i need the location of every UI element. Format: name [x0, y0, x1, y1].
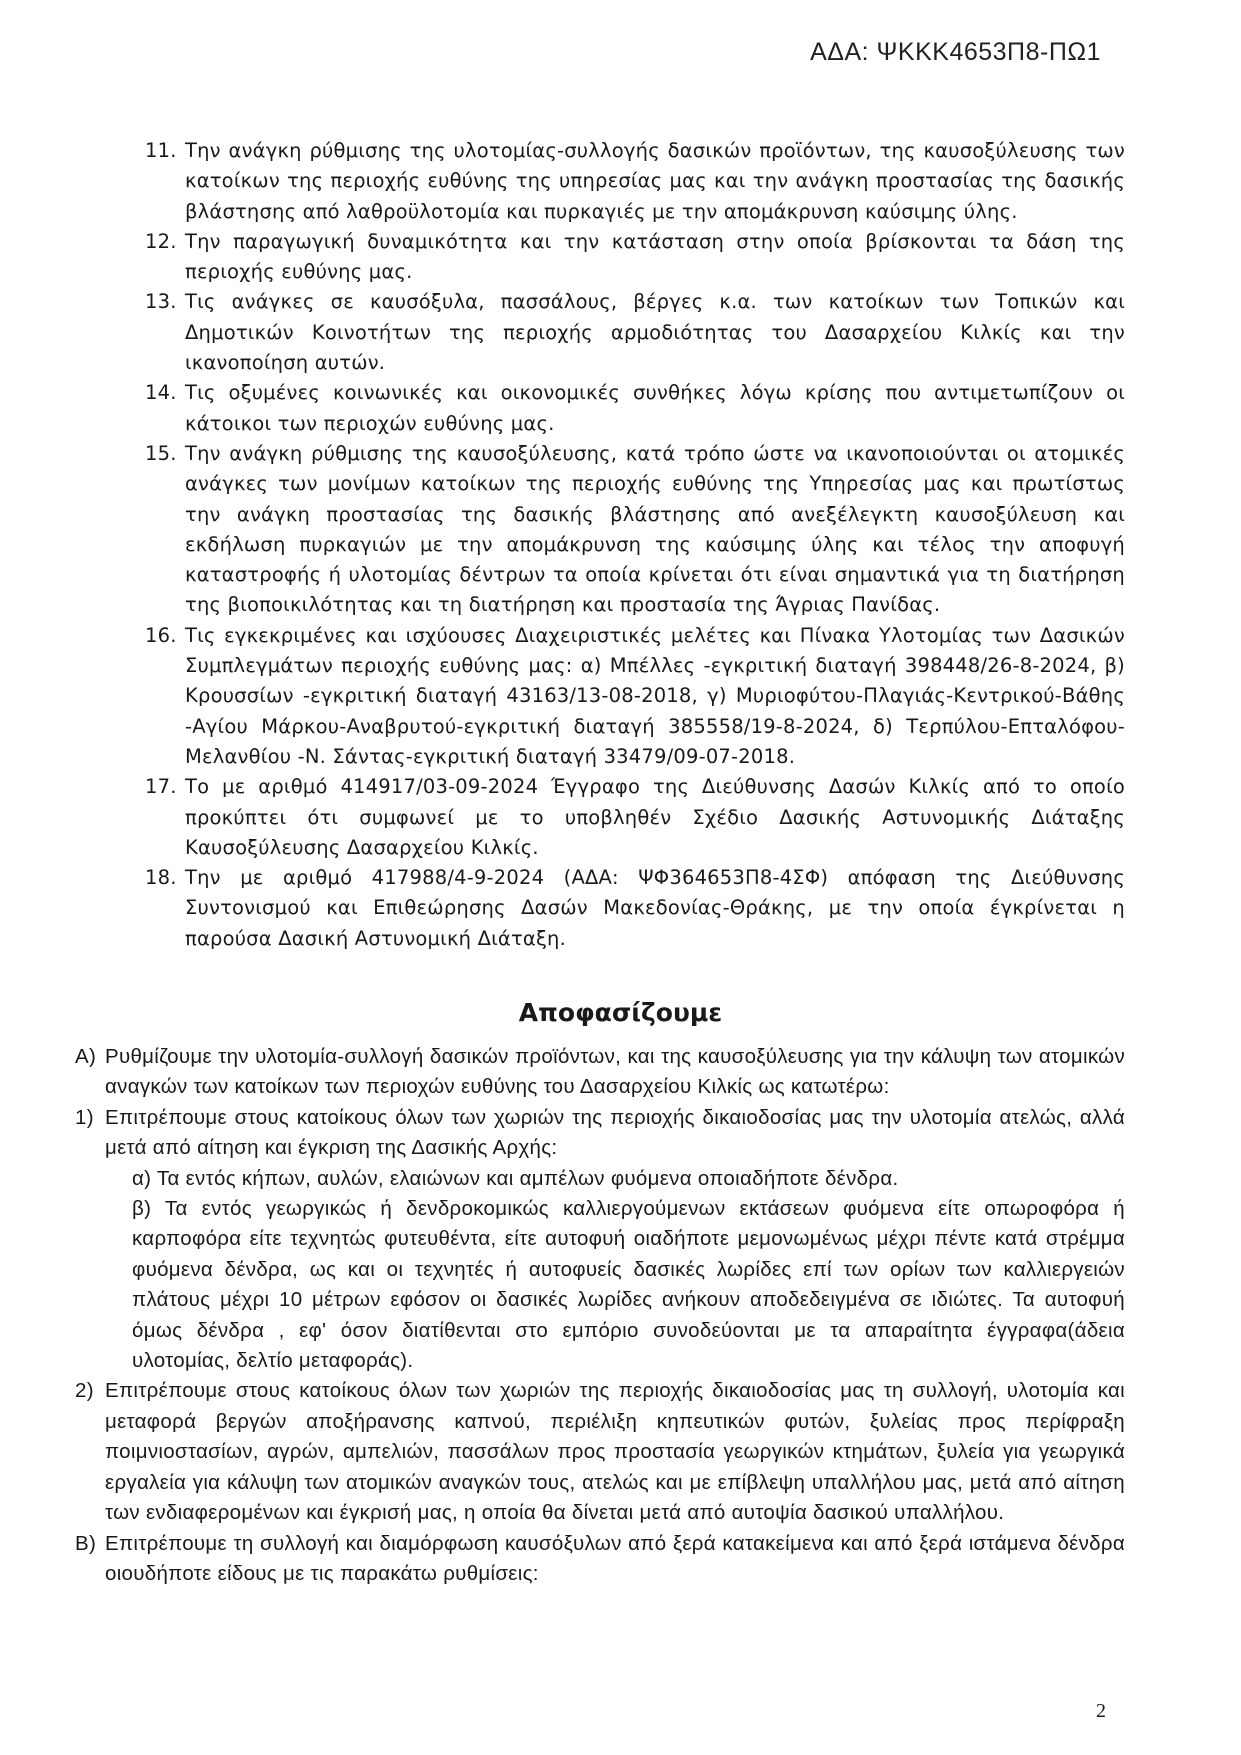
item-number: 11. — [145, 139, 177, 162]
consideration-item — [145, 439, 1125, 621]
item-number: 14. — [145, 381, 177, 405]
decision-text: Επιτρέπουμε στους κατοίκους όλων των χωριών της περιοχής δικαιοδοσίας μας τη συλλογή, υλοτομία και μεταφορά βεργών αποξήρανσης καπνού, περιέλιξη κηπευτικών φυτών, ξυλείας προς περίφραξη ποιμνιοστασίων, αγρών, αμπελιών, πασσάλων προς προστασία γεωργικών κτημάτων, ξυλεία για γεωργικά εργαλεία για κάλυψη των ατομικών αναγκών τους, ατελώς και με επίβλεψη υπαλλήλου μας, μετά από αίτηση των ενδιαφερομένων και έγκρισή μας, η οποία θα δίνεται μετά από αυτοψία δασικού υπαλλήλου. — [105, 1379, 1125, 1525]
item-text: Τις οξυμένες κοινωνικές και οικονομικές συνθήκες λόγω κρίσης που αντιμετωπίζουν οι κάτοικοι των περιοχών ευθύνης μας. — [185, 381, 1125, 435]
item-text: Τις εγκεκριμένες και ισχύουσες Διαχειριστικές μελέτες και Πίνακα Υλοτομίας των Δασικών Συμπλεγμάτων περιοχής ευθύνης μας: α) Μπέλλες -εγκριτική διαταγή 398448/26-8-2024, β) Κρουσσίων -εγκριτική διαταγή 43163/13-08-2018, γ) Μυριοφύτου-Πλαγιάς-Κεντρικού-Βάθης -Αγίου Μάρκου-Αναβρυτού-εγκριτική διαταγή 385558/19-8-2024, δ) Τερπύλου-Επταλόφου-Μελανθίου -Ν. Σάντας-εγκριτική διαταγή 33479/09-07-2018. — [185, 623, 1125, 768]
item-text: Το με αριθμό 414917/03-09-2024 Έγγραφο της Διεύθυνσης Δασών Κιλκίς από το οποίο προκύπτει ότι συμφωνεί με το υποβληθέν Σχέδιο Δασικής Αστυνομικής Διάταξης Καυσοξύλευσης Δασαρχείου Κιλκίς. — [185, 775, 1125, 859]
item-text: Την παραγωγική δυναμικότητα και την κατάσταση στην οποία βρίσκονται τα δάση της περιοχής ευθύνης μας. — [185, 229, 1125, 284]
item-number: 17. — [145, 775, 177, 799]
ada-code: ΑΔΑ: ΨΚΚΚ4653Π8-ΠΩ1 — [810, 38, 1101, 66]
decision-a — [75, 1042, 1125, 1103]
decision-section — [75, 1042, 1125, 1589]
decision-text: Επιτρέπουμε στους κατοίκους όλων των χωριών της περιοχής δικαιοδοσίας μας την υλοτομία ατελώς, αλλά μετά από αίτηση και έγκριση της Δασικής Αρχής: — [105, 1105, 1125, 1160]
decision-marker: Β) — [75, 1531, 97, 1555]
consideration-item — [145, 863, 1125, 954]
decision-text: Επιτρέπουμε τη συλλογή και διαμόρφωση καυσόξυλων από ξερά κατακείμενα και από ξερά ιστάμενα δένδρα οιουδήποτε είδους με τις παρακάτω ρυθμίσεις: — [105, 1531, 1125, 1585]
considerations-list — [145, 136, 1125, 954]
consideration-item — [145, 227, 1125, 288]
decision-subitem-b: β) Τα εντός γεωργικώς ή δενδροκομικώς καλλιεργούμενων εκτάσεων φυόμενα είτε οπωροφόρα ή καρποφόρα είτε τεχνητώς φυτευθέντα, είτε αυτοφυή οιαδήποτε μεμονωμένως μέχρι πέντε κατά στρέμμα φυόμενα δένδρα, ως και οι τεχνητές ή αυτοφυείς δασικές λωρίδες επί των ορίων των καλλιεργειών πλάτους μέχρι 10 μέτρων εφόσον οι δασικές λωρίδες ανήκουν αποδεδειγμένα σε ιδιώτες. Τα αυτοφυή όμως δένδρα , εφ' όσον διατίθενται στο εμπόριο συνοδεύονται με τα απαραίτητα έγγραφα(άδεια υλοτομίας, δελτίο μεταφοράς). — [132, 1197, 1125, 1373]
item-text: Τις ανάγκες σε καυσόξυλα, πασσάλους, βέργες κ.α. των κατοίκων των Τοπικών και Δημοτικών Κοινοτήτων της περιοχής αρμοδιότητας του Δασαρχείου Κιλκίς και την ικανοποίηση αυτών. — [185, 290, 1125, 375]
decision-subitem-a: α) Τα εντός κήπων, αυλών, ελαιώνων και αμπέλων φυόμενα οποιαδήποτε δένδρα. — [132, 1166, 899, 1190]
item-number: 15. — [145, 441, 177, 465]
consideration-item — [145, 287, 1125, 378]
decision-marker: 1) — [75, 1105, 94, 1129]
decision-text: Ρυθμίζουμε την υλοτομία-συλλογή δασικών προϊόντων, και της καυσοξύλευσης για την κάλυψη των ατομικών αναγκών των κατοίκων των περιοχών ευθύνης του Δασαρχείου Κιλκίς ως κατωτέρω: — [105, 1045, 1125, 1099]
item-text: Την ανάγκη ρύθμισης της καυσοξύλευσης, κατά τρόπο ώστε να ικανοποιούνται οι ατομικές ανάγκες των μονίμων κατοίκων της περιοχής ευθύνης της Υπηρεσίας μας και πρωτίστως την ανάγκη προστασίας της δασικής βλάστησης από ανεξέλεγκτη καυσοξύλευση και εκδήλωση πυρκαγιών με την απομάκρυνση της καύσιμης ύλης και τέλος την αποφυγή καταστροφής ή υλοτομίας δέντρων τα οποία κρίνεται ότι είναι σημαντικά για τη διατήρηση της βιοποικιλότητας και τη διατήρηση και προστασία της Άγριας Πανίδας. — [185, 441, 1125, 617]
decision-item-body — [105, 1103, 1125, 1377]
item-number: 18. — [145, 866, 177, 890]
item-number: 12. — [145, 229, 177, 253]
decision-heading: Αποφασίζουμε — [518, 998, 723, 1027]
consideration-item — [145, 378, 1125, 439]
item-number: 16. — [145, 623, 177, 647]
decision-marker: Α) — [75, 1045, 97, 1068]
item-text: Την ανάγκη ρύθμισης της υλοτομίας-συλλογής δασικών προϊόντων, της καυσοξύλευσης των κατοίκων της περιοχής ευθύνης της υπηρεσίας μας και την ανάγκη προστασίας της δασικής βλάστησης από λαθροϋλοτομία και πυρκαγιές με την απομάκρυνση καύσιμης ύλης. — [185, 139, 1125, 223]
decision-b — [75, 1529, 1125, 1590]
consideration-item — [145, 136, 1125, 227]
decision-item-1 — [75, 1103, 1125, 1377]
decision-item-2 — [75, 1376, 1125, 1528]
item-number: 13. — [145, 290, 177, 314]
consideration-item — [145, 772, 1125, 863]
item-text: Την με αριθμό 417988/4-9-2024 (ΑΔΑ: ΨΦ364653Π8-4ΣΦ) απόφαση της Διεύθυνσης Συντονισμού και Επιθεώρησης Δασών Μακεδονίας-Θράκης, με την οποία έγκρίνεται η παρούσα Δασική Αστυνομική Διάταξη. — [185, 866, 1125, 950]
page-number: 2 — [1096, 1700, 1106, 1722]
decision-marker: 2) — [75, 1379, 94, 1403]
consideration-item — [145, 621, 1125, 772]
